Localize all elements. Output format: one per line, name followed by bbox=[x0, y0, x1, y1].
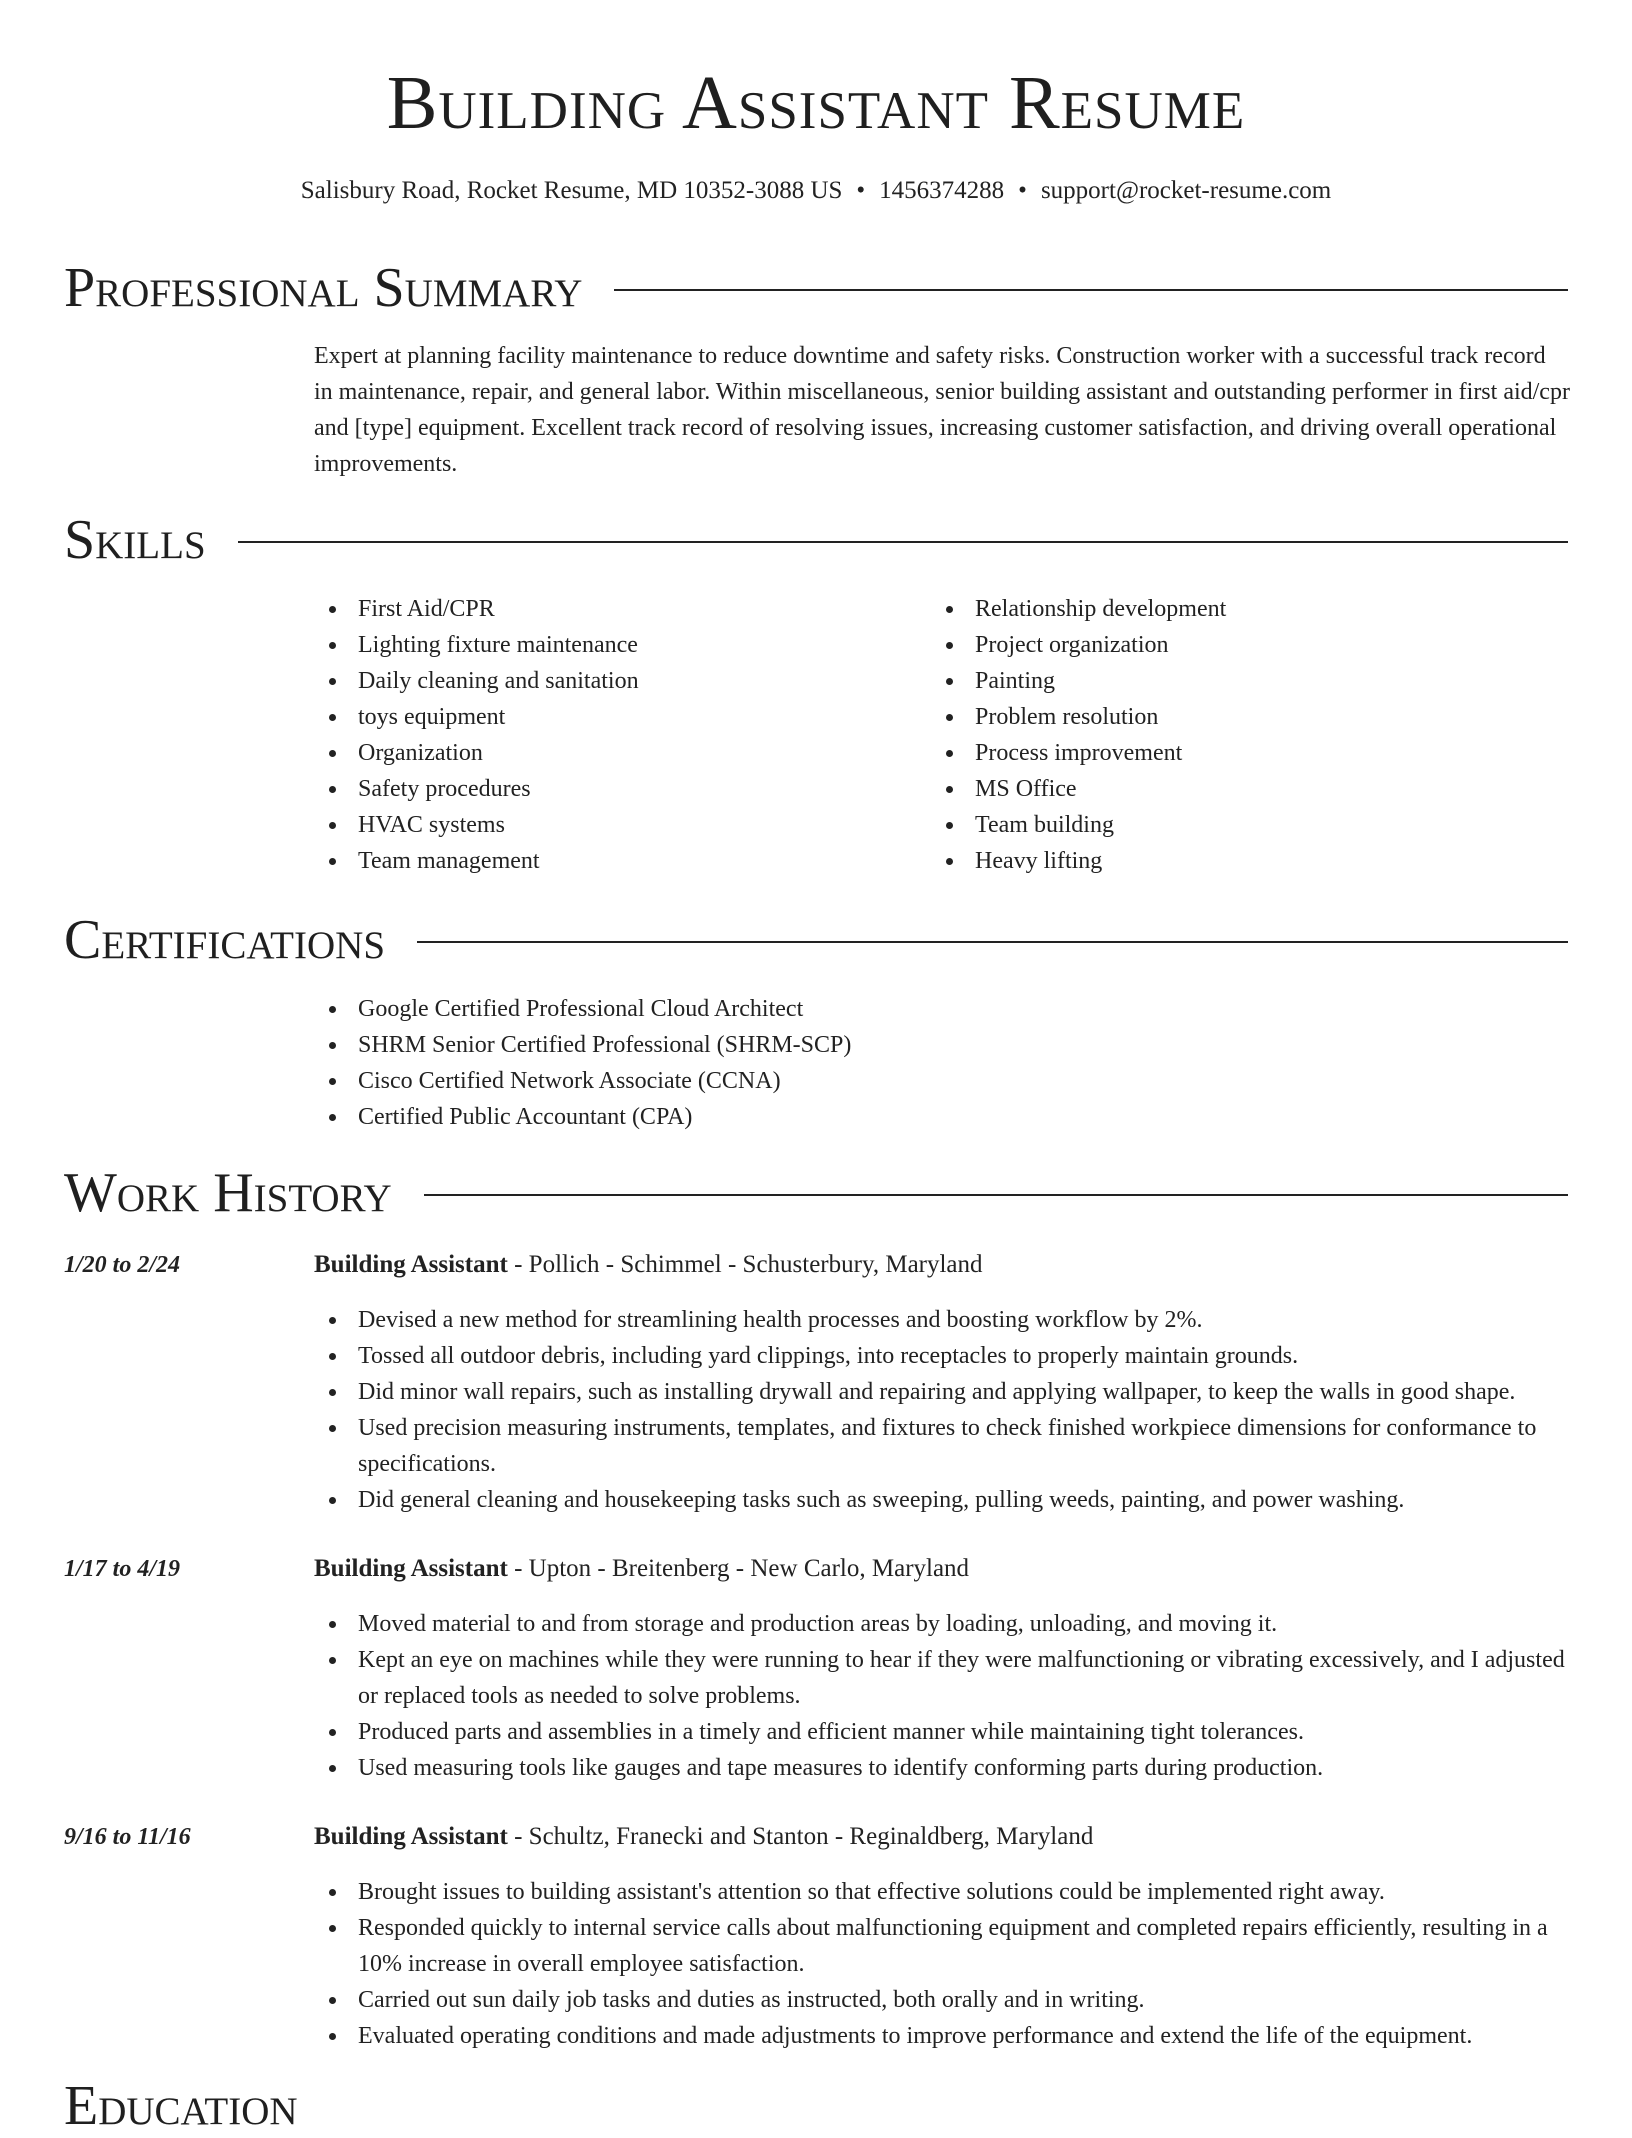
list-item: Tossed all outdoor debris, including yard clippings, into receptacles to properly maintain grounds. bbox=[314, 1338, 1570, 1374]
job-title: Building Assistant bbox=[314, 1555, 508, 1582]
list-item: Kept an eye on machines while they were running to hear if they were malfunctioning or vibrating excessively, and I adjusted or replaced tools as needed to solve problems. bbox=[314, 1642, 1570, 1714]
section-divider bbox=[614, 289, 1568, 291]
list-item: Did minor wall repairs, such as installing drywall and repairing and applying wallpaper, to keep the walls in good shape. bbox=[314, 1374, 1570, 1410]
section-title-skills: Skills bbox=[64, 509, 206, 571]
job-title-line bbox=[314, 1819, 1570, 1855]
contact-email: support@rocket-resume.com bbox=[1040, 177, 1332, 204]
skills-list-right bbox=[931, 591, 1531, 879]
job-dates: 9/16 to 11/16 bbox=[64, 1824, 191, 1850]
job-title-line bbox=[314, 1247, 1570, 1283]
job-dates: 1/20 to 2/24 bbox=[64, 1252, 181, 1278]
job-bullets bbox=[314, 1874, 1570, 2054]
certifications-list bbox=[314, 991, 1570, 1135]
list-item: Painting bbox=[931, 663, 1531, 699]
job-employer-location: - Upton - Breitenberg - New Carlo, Maryland bbox=[507, 1555, 970, 1582]
list-item: Project organization bbox=[931, 627, 1531, 663]
list-item: Moved material to and from storage and production areas by loading, unloading, and moving it. bbox=[314, 1606, 1570, 1642]
list-item: Produced parts and assemblies in a timely and efficient manner while maintaining tight tolerances. bbox=[314, 1714, 1570, 1750]
list-item: Daily cleaning and sanitation bbox=[314, 663, 914, 699]
section-title-summary: Professional Summary bbox=[64, 257, 583, 319]
list-item: Carried out sun daily job tasks and duties as instructed, both orally and in writing. bbox=[314, 1982, 1570, 2018]
list-item: Devised a new method for streamlining health processes and boosting workflow by 2%. bbox=[314, 1302, 1570, 1338]
list-item: Responded quickly to internal service calls about malfunctioning equipment and completed repairs efficiently, resulting in a 10% increase in overall employee satisfaction. bbox=[314, 1910, 1570, 1982]
section-divider bbox=[417, 941, 1568, 943]
list-item: Certified Public Accountant (CPA) bbox=[314, 1099, 1570, 1135]
section-header-certifications bbox=[64, 908, 1568, 972]
contact-separator: • bbox=[1018, 177, 1027, 204]
list-item: Lighting fixture maintenance bbox=[314, 627, 914, 663]
list-item: Brought issues to building assistant's attention so that effective solutions could be implemented right away. bbox=[314, 1874, 1570, 1910]
resume-title: Building Assistant Resume bbox=[386, 61, 1246, 145]
section-title-work-history: Work History bbox=[64, 1162, 392, 1224]
section-header-skills bbox=[64, 508, 1568, 572]
list-item: Team management bbox=[314, 843, 914, 879]
list-item: Problem resolution bbox=[931, 699, 1531, 735]
contact-separator: • bbox=[856, 177, 866, 204]
list-item: Cisco Certified Network Associate (CCNA) bbox=[314, 1063, 1570, 1099]
list-item: HVAC systems bbox=[314, 807, 914, 843]
section-header-work-history bbox=[64, 1161, 1568, 1225]
list-item: Team building bbox=[931, 807, 1531, 843]
contact-line bbox=[0, 174, 1632, 208]
list-item: Evaluated operating conditions and made adjustments to improve performance and extend the life of the equipment. bbox=[314, 2018, 1570, 2054]
list-item: toys equipment bbox=[314, 699, 914, 735]
job-title-line bbox=[314, 1551, 1570, 1587]
section-title-certifications: Certifications bbox=[64, 909, 386, 971]
section-divider bbox=[238, 541, 1568, 543]
list-item: Process improvement bbox=[931, 735, 1531, 771]
list-item: SHRM Senior Certified Professional (SHRM-SCP) bbox=[314, 1027, 1570, 1063]
list-item: Used measuring tools like gauges and tape measures to identify conforming parts during production. bbox=[314, 1750, 1570, 1786]
list-item: First Aid/CPR bbox=[314, 591, 914, 627]
job-dates: 1/17 to 4/19 bbox=[64, 1556, 181, 1582]
list-item: Google Certified Professional Cloud Architect bbox=[314, 991, 1570, 1027]
summary-text: Expert at planning facility maintenance to reduce downtime and safety risks. Construction worker with a successful track record in maintenance, repair, and general labor. Within miscellaneous, senior building assistant and outstanding performer in first aid/cpr and [type] equipment. Excellent track record of resolving issues, increasing customer satisfaction, and driving overall operational improvements. bbox=[314, 343, 1570, 477]
skills-list-left bbox=[314, 591, 914, 879]
contact-phone: 1456374288 bbox=[879, 177, 1005, 204]
list-item: Organization bbox=[314, 735, 914, 771]
job-employer-location: - Pollich - Schimmel - Schusterbury, Maryland bbox=[507, 1251, 983, 1278]
list-item: Used precision measuring instruments, templates, and fixtures to check finished workpiece dimensions for conformance to specifications. bbox=[314, 1410, 1570, 1482]
list-item: Relationship development bbox=[931, 591, 1531, 627]
contact-address: Salisbury Road, Rocket Resume, MD 10352-3088 US bbox=[300, 177, 843, 204]
section-title-education: Education bbox=[64, 2075, 298, 2137]
job-title: Building Assistant bbox=[314, 1251, 508, 1278]
list-item: Did general cleaning and housekeeping tasks such as sweeping, pulling weeds, painting, and power washing. bbox=[314, 1482, 1570, 1518]
section-header-education bbox=[64, 2074, 1568, 2138]
job-bullets bbox=[314, 1606, 1570, 1786]
list-item: Heavy lifting bbox=[931, 843, 1531, 879]
section-divider bbox=[424, 1194, 1568, 1196]
job-bullets bbox=[314, 1302, 1570, 1518]
job-employer-location: - Schultz, Franecki and Stanton - Reginaldberg, Maryland bbox=[507, 1823, 1094, 1850]
list-item: Safety procedures bbox=[314, 771, 914, 807]
list-item: MS Office bbox=[931, 771, 1531, 807]
job-title: Building Assistant bbox=[314, 1823, 508, 1850]
section-header-summary bbox=[64, 256, 1568, 320]
